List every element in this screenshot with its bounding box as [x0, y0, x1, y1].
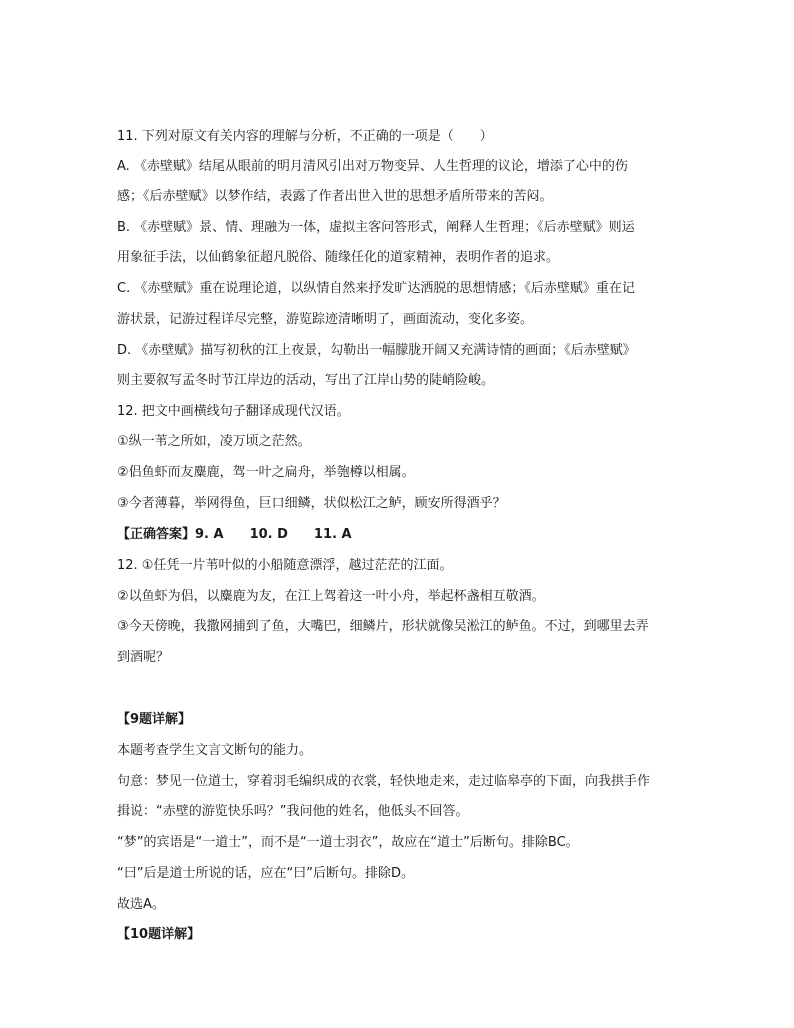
detail-9-para-2-line1: 句意：梦见一位道士，穿着羽毛编织成的衣裳，轻快地走来，走过临皋亭的下面，向我拱手作: [117, 774, 651, 789]
question-12-sentence-3: ③今者薄暮，举网得鱼，巨口细鳞，状似松江之鲈，顾安所得酒乎？: [117, 496, 506, 511]
detail-9-para-1: 本题考查学生文言文断句的能力。: [117, 743, 313, 758]
detail-10-heading: 【10题详解】: [117, 927, 201, 942]
question-11-option-b-line2: 用象征手法，以仙鹤象征超凡脱俗、随缘任化的道家精神，表明作者的追求。: [117, 250, 560, 265]
question-11-option-d-line1: D. 《赤壁赋》描写初秋的江上夜景，勾勒出一幅朦胧开阔又充满诗情的画面；《后赤壁赋》: [117, 343, 636, 358]
question-12-stem: 12. 把文中画横线句子翻译成现代汉语。: [117, 404, 350, 419]
question-11-option-c-line1: C. 《赤壁赋》重在说理论道，以纵情自然来抒发旷达洒脱的思想情感；《后赤壁赋》重在记: [117, 281, 635, 296]
detail-9-heading: 【9题详解】: [117, 712, 192, 727]
question-12-sentence-2: ②侣鱼虾而友麋鹿，驾一叶之扁舟，举匏樽以相属。: [117, 465, 415, 480]
question-11-option-a-line2: 感；《后赤壁赋》以梦作结，表露了作者出世入世的思想矛盾所带来的苦闷。: [117, 189, 553, 204]
answer-12-3-line1: ③今天傍晚，我撒网捕到了鱼，大嘴巴，细鳞片，形状就像吴淞江的鲈鱼。不过，到哪里去弄: [117, 619, 649, 634]
answer-12-3-line2: 到酒呢？: [117, 650, 170, 665]
detail-9-para-5: 故选A。: [117, 897, 165, 912]
detail-9-para-3: “梦”的宾语是“一道士”，而不是“一道士羽衣”，故应在“道士”后断句。排除BC。: [117, 835, 579, 850]
question-11-option-c-line2: 游状景，记游过程详尽完整，游览踪迹清晰明了，画面流动，变化多姿。: [117, 312, 534, 327]
answer-12-1: 12. ①任凭一片苇叶似的小船随意漂浮，越过茫茫的江面。: [117, 558, 453, 573]
correct-answers: 【正确答案】9. A 10. D 11. A: [117, 527, 352, 542]
question-11-stem: 11. 下列对原文有关内容的理解与分析，不正确的一项是（ ）: [117, 129, 493, 144]
detail-9-para-2-line2: 揖说：“赤壁的游览快乐吗？”我问他的姓名，他低头不回答。: [117, 804, 469, 819]
question-12-sentence-1: ①纵一苇之所如，凌万顷之茫然。: [117, 434, 311, 449]
detail-9-para-4: “曰”后是道士所说的话，应在“曰”后断句。排除D。: [117, 866, 414, 881]
answer-12-2: ②以鱼虾为侣，以麋鹿为友，在江上驾着这一叶小舟，举起杯盏相互敬酒。: [117, 589, 545, 604]
question-11-option-a-line1: A. 《赤壁赋》结尾从眼前的明月清风引出对万物变异、人生哲理的议论，增添了心中的伤: [117, 159, 628, 174]
question-11-option-d-line2: 则主要叙写孟冬时节江岸边的活动，写出了江岸山势的陡峭险峻。: [117, 373, 495, 388]
question-11-option-b-line1: B. 《赤壁赋》景、情、理融为一体，虚拟主客问答形式，阐释人生哲理；《后赤壁赋》则运: [117, 220, 635, 235]
